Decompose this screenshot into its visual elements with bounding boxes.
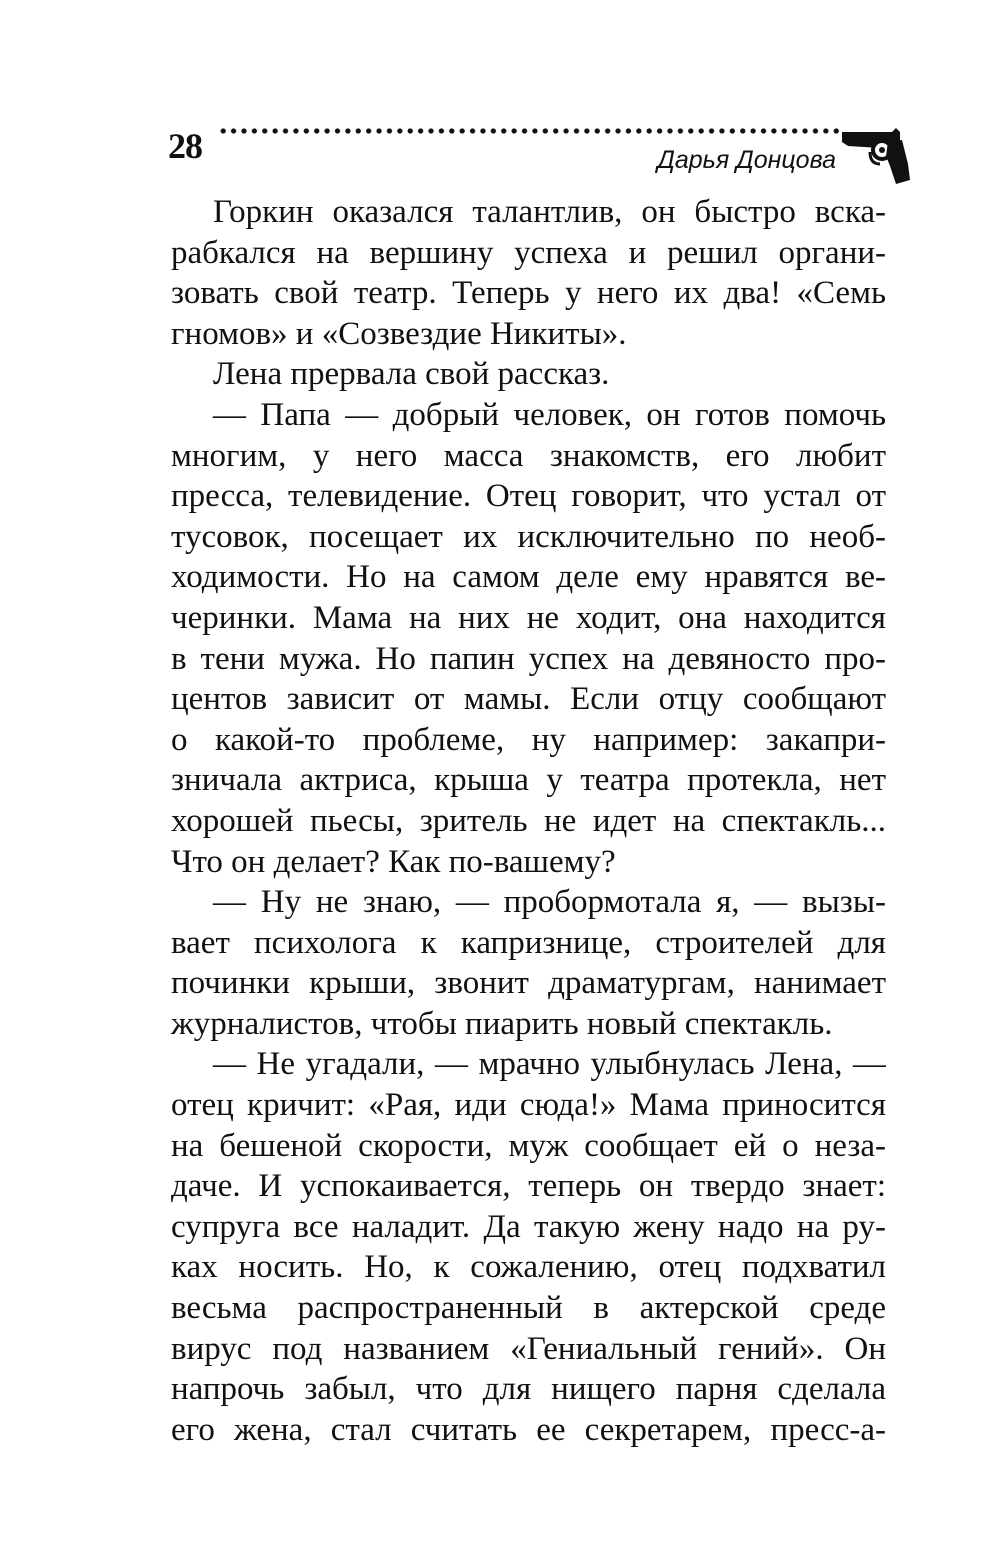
text-line: гномов» и «Созвездие Никиты». <box>171 315 627 352</box>
text-line: зничала актриса, крыша у театра протекла, нет <box>171 762 886 799</box>
paragraph <box>171 192 886 354</box>
text-line: рабкался на вершину успеха и решил органи- <box>171 234 886 271</box>
page-number: 28 <box>168 126 202 166</box>
text-line: хорошей пьесы, зритель не идет на спектакль... <box>171 802 886 839</box>
text-line: тусовок, посещает их исключительно по необ- <box>171 518 886 555</box>
text-line: Что он делает? Как по-вашему? <box>171 843 616 880</box>
running-head-author: Дарья Донцова <box>657 146 836 174</box>
pistol-icon <box>840 120 910 186</box>
text-line: отец кричит: «Рая, иди сюда!» Мама приносится <box>171 1087 886 1124</box>
text-line: — Не угадали, — мрачно улыбнулась Лена, — <box>213 1046 886 1083</box>
text-line: даче. И успокаивается, теперь он твердо знает: <box>171 1168 886 1205</box>
text-line: пресса, телевидение. Отец говорит, что устал от <box>171 478 886 515</box>
text-line: вирус под названием «Гениальный гений». Он <box>171 1330 886 1367</box>
paragraph <box>171 882 886 1044</box>
text-line: многим, у него масса знакомств, его любит <box>171 437 886 474</box>
text-line: вает психолога к капризнице, строителей для <box>171 924 886 961</box>
text-line: супруга все наладит. Да такую жену надо на ру- <box>171 1208 886 1245</box>
paragraph <box>171 395 886 882</box>
text-line: журналистов, чтобы пиарить новый спектакль. <box>171 1005 833 1042</box>
text-line: ках носить. Но, к сожалению, отец подхватил <box>171 1249 886 1286</box>
text-line: напрочь забыл, что для нищего парня сделала <box>171 1371 886 1408</box>
text-line: его жена, стал считать ее секретарем, пресс-а- <box>171 1411 886 1448</box>
text-line: починки крыши, звонит драматургам, нанимает <box>171 965 886 1002</box>
text-line: Горкин оказался талантлив, он быстро вска- <box>213 194 886 230</box>
text-line: черинки. Мама на них не ходит, она находится <box>171 599 886 636</box>
text-line: — Ну не знаю, — пробормотала я, — вызы- <box>213 884 886 921</box>
page-body <box>171 192 886 1450</box>
dotted-rule <box>218 126 840 136</box>
paragraph <box>171 1044 886 1450</box>
text-line: в тени мужа. Но папин успех на девяносто про- <box>171 640 886 677</box>
running-header <box>168 118 908 198</box>
text-line: — Папа — добрый человек, он готов помочь <box>213 396 886 433</box>
text-line: на бешеной скорости, муж сообщает ей о неза- <box>171 1127 886 1164</box>
text-line: ходимости. Но на самом деле ему нравятся ве- <box>171 559 886 596</box>
text-line: весьма распространенный в актерской среде <box>171 1290 886 1327</box>
paragraph <box>171 354 886 395</box>
text-line: центов зависит от мамы. Если отцу сообщают <box>171 681 886 718</box>
text-line: о какой-то проблеме, ну например: закапри- <box>171 721 886 758</box>
text-line: Лена прервала свой рассказ. <box>213 356 610 393</box>
text-line: зовать свой театр. Теперь у него их два! «Семь <box>171 275 886 312</box>
